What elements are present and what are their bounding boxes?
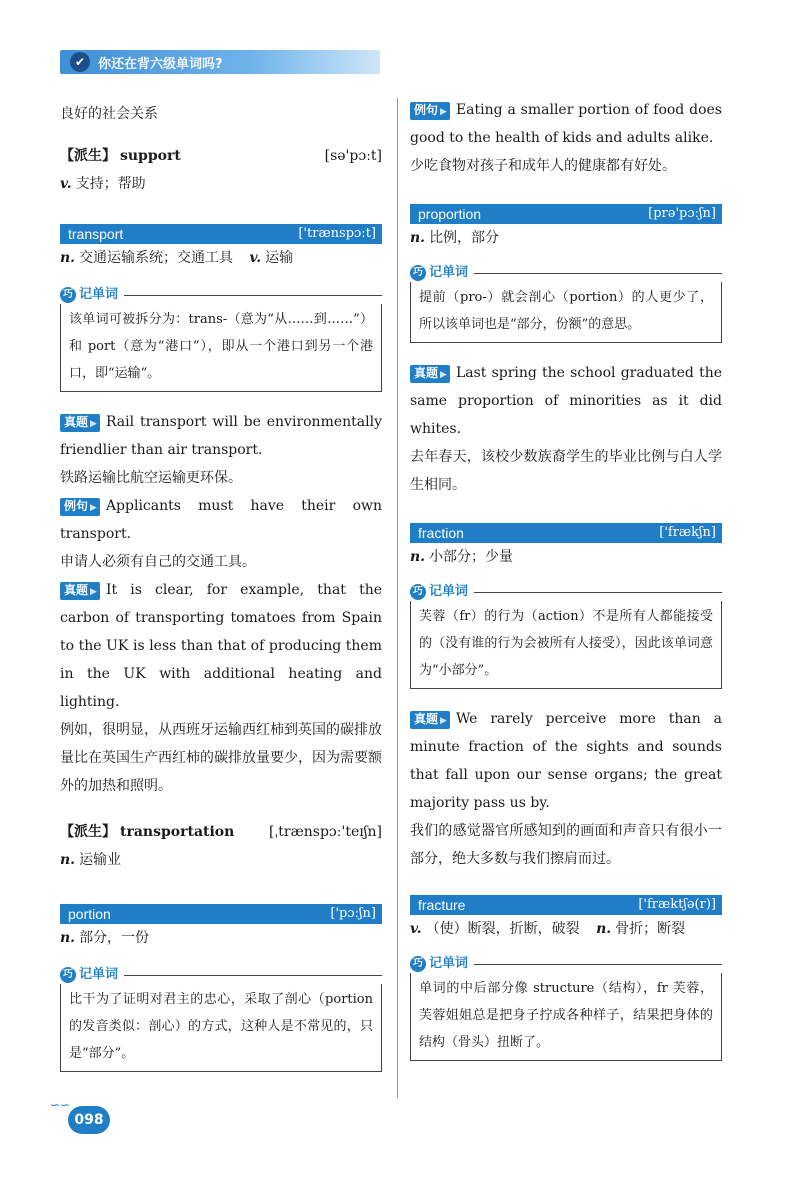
example-en: Last spring the school graduated the same proportion of minorities as it did whites. [410, 365, 722, 437]
headword-portion [60, 904, 382, 924]
memo-icon: 巧 [60, 287, 76, 303]
pos-label: n. [60, 250, 76, 266]
right-column [410, 96, 722, 1061]
memo-label: 记单词 [79, 287, 119, 302]
example-tag: 真题 ▶ [410, 365, 450, 383]
headword-text: transport [68, 226, 124, 242]
definition-line [410, 915, 722, 943]
example-sentence [410, 96, 722, 152]
check-icon: ✔ [70, 52, 90, 72]
example-translation: 去年春天，该校少数族裔学生的毕业比例与白人学生相同。 [410, 449, 722, 493]
example-sentence [410, 359, 722, 443]
meaning-text: 交通运输系统；交通工具 [79, 250, 234, 266]
memo-header [410, 264, 722, 282]
headword-phonetic: [prə'pɔːʃn] [648, 206, 716, 221]
headword-text: fracture [418, 897, 466, 913]
column-divider [397, 98, 398, 1098]
derivative-phonetic: [ˌtrænspɔː'teɪʃn] [268, 824, 382, 840]
pos-label: n. [410, 230, 426, 246]
meaning-text: 骨折；断裂 [615, 921, 686, 937]
meaning-text: 运输业 [79, 852, 122, 868]
example-translation: 申请人必须有自己的交通工具。 [60, 554, 256, 570]
example-translation: 铁路运输比航空运输更环保。 [60, 470, 242, 486]
memo-text: 该单词可被拆分为：trans-（意为“从……到……”）和 port（意为“港口”），即从一个港口到另一个港口，即“运输”。 [60, 304, 382, 392]
example-tag: 例句 ▶ [60, 498, 100, 516]
pos-label: n. [596, 921, 612, 937]
pos-label: v. [60, 176, 72, 192]
example-en: Eating a smaller portion of food does good to the health of kids and adults alike. [410, 102, 722, 146]
memo-icon: 巧 [410, 956, 426, 972]
headword-text: proportion [418, 206, 482, 222]
example-tag: 真题 ▶ [60, 582, 100, 600]
headword-phonetic: ['pɔːʃn] [330, 906, 376, 921]
example-translation: 我们的感觉器官所感知到的画面和声音只有很小一部分，绝大多数与我们擦肩而过。 [410, 823, 722, 867]
memo-label: 记单词 [429, 584, 469, 599]
definition-line [60, 244, 382, 272]
memo-icon: 巧 [60, 967, 76, 983]
pos-label: v. [249, 250, 262, 266]
memo-icon: 巧 [410, 265, 426, 281]
derivative-label: 【派生】 [60, 148, 116, 164]
memo-block [410, 264, 722, 343]
memo-block [410, 583, 722, 689]
example-translation: 例如，很明显，从西班牙运输西红柿到英国的碳排放量比在英国生产西红柿的碳排放量要少，因为需要额外的加热和照明。 [60, 722, 382, 794]
derivative-transportation [60, 818, 382, 846]
intro-text: 良好的社会关系 [60, 106, 158, 122]
headword-text: fraction [418, 525, 464, 541]
memo-header [60, 286, 382, 304]
headword-transport [60, 224, 382, 244]
headword-phonetic: ['frækʃn] [659, 525, 716, 540]
example-en: Applicants must have their own transport. [60, 498, 382, 542]
definition-line [410, 543, 722, 571]
memo-text: 提前（pro-）就会剖心（portion）的人更少了，所以该单词也是“部分，份额”的意思。 [410, 282, 722, 343]
memo-icon: 巧 [410, 584, 426, 600]
derivative-phonetic: [sə'pɔːt] [324, 148, 382, 164]
example-sentence [60, 492, 382, 548]
derivative-meaning [60, 846, 382, 874]
derivative-word: transportation [120, 824, 235, 840]
derivative-label: 【派生】 [60, 824, 116, 840]
left-column [60, 98, 382, 1072]
pos-label: n. [410, 549, 426, 565]
meaning-text: 比例，部分 [429, 230, 500, 246]
memo-text: 比干为了证明对君主的忠心，采取了剖心（portion 的发音类似：剖心）的方式，这种人是不常见的，只是“部分”。 [60, 984, 382, 1072]
memo-label: 记单词 [79, 967, 119, 982]
memo-block [60, 966, 382, 1072]
derivative-word: support [120, 148, 181, 164]
example-tag: 真题 ▶ [60, 414, 100, 432]
example-sentence [60, 576, 382, 716]
memo-block [410, 955, 722, 1061]
example-tag: 例句 ▶ [410, 102, 450, 120]
headword-phonetic: ['trænspɔːt] [298, 226, 376, 241]
pos-label: n. [60, 930, 76, 946]
headword-proportion [410, 204, 722, 224]
headword-fraction [410, 523, 722, 543]
example-en: It is clear, for example, that the carbon of transporting tomatoes from Spain to the UK is less than that of producing them in the UK with additional heating and lighting. [60, 582, 382, 710]
derivative-meaning [60, 170, 382, 198]
definition-line [410, 224, 722, 252]
page-number: 098 [68, 1106, 110, 1134]
chapter-header-bar [60, 50, 380, 74]
memo-header [60, 966, 382, 984]
meaning-text: 小部分；少量 [429, 549, 514, 565]
example-translation: 少吃食物对孩子和成年人的健康都有好处。 [410, 158, 676, 174]
derivative-support [60, 142, 382, 170]
example-sentence [410, 705, 722, 817]
meaning-text: 部分，一份 [79, 930, 150, 946]
memo-header [410, 955, 722, 973]
example-sentence [60, 408, 382, 464]
memo-block [60, 286, 382, 392]
example-tag: 真题 ▶ [410, 711, 450, 729]
definition-line [60, 924, 382, 952]
example-en: Rail transport will be environmentally friendlier than air transport. [60, 414, 382, 458]
meaning-text: （使）断裂，折断，破裂 [425, 921, 580, 937]
memo-text: 单词的中后部分像 structure（结构），fr 芙蓉，芙蓉姐姐总是把身子拧成各种样子，结果把身体的结构（骨头）扭断了。 [410, 973, 722, 1061]
pos-label: v. [410, 921, 422, 937]
memo-label: 记单词 [429, 265, 469, 280]
headword-text: portion [68, 906, 111, 922]
meaning-text: 运输 [265, 250, 294, 266]
example-en: We rarely perceive more than a minute fraction of the sights and sounds that fall upon our sense organs; the great majority pass us by. [410, 711, 722, 811]
memo-header [410, 583, 722, 601]
memo-text: 芙蓉（fr）的行为（action）不是所有人都能接受的（没有谁的行为会被所有人接受），因此该单词意为“小部分”。 [410, 601, 722, 689]
memo-label: 记单词 [429, 956, 469, 971]
bird-decoration-icon: ∽∽ [50, 1098, 71, 1112]
meaning-text: 支持；帮助 [75, 176, 146, 192]
chapter-title: 你还在背六级单词吗? [98, 57, 223, 72]
pos-label: n. [60, 852, 76, 868]
headword-fracture [410, 895, 722, 915]
headword-phonetic: ['fræktʃə(r)] [638, 897, 716, 912]
